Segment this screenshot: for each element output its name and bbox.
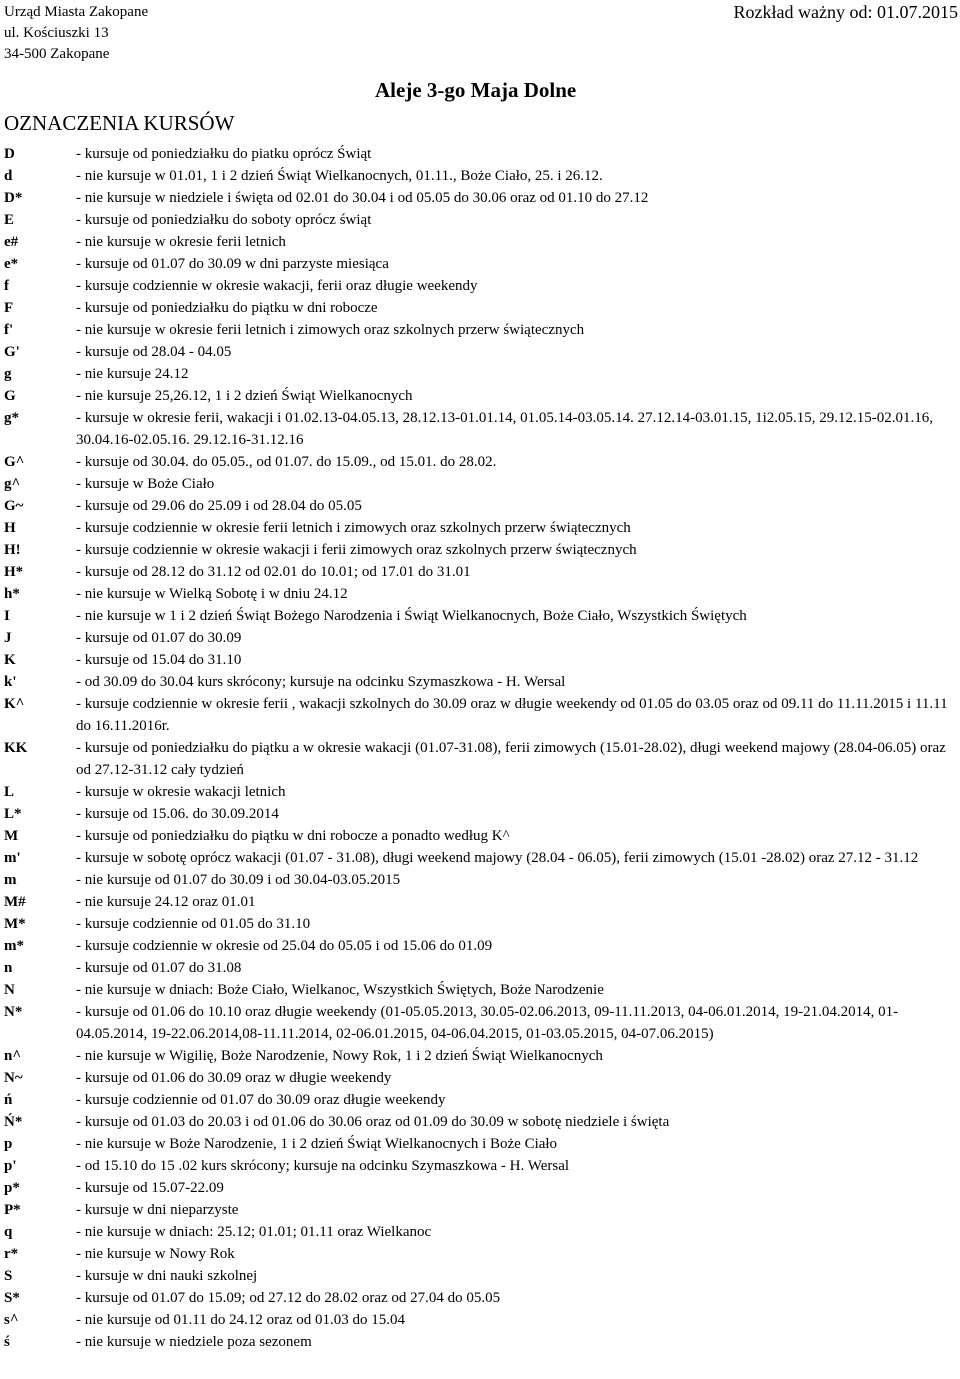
legend-description: - kursuje od poniedziałku do piatku oprócz Świąt — [76, 146, 372, 162]
legend-code: k' — [4, 674, 17, 690]
legend-row — [4, 1309, 956, 1331]
legend-row — [4, 319, 956, 341]
legend-description: - nie kursuje w okresie ferii letnich i zimowych oraz szkolnych przerw świątecznych — [76, 322, 585, 338]
legend-description: - od 15.10 do 15 .02 kurs skrócony; kursuje na odcinku Szymaszkowa - H. Wersal — [76, 1158, 570, 1174]
legend-code: d — [4, 168, 13, 184]
legend-row — [4, 187, 956, 209]
legend-row — [4, 1045, 956, 1067]
legend-description: - kursuje codziennie od 01.07 do 30.09 oraz długie weekendy — [76, 1092, 446, 1108]
legend-row — [4, 627, 956, 649]
legend-row — [4, 1221, 956, 1243]
legend-code: J — [4, 630, 12, 646]
legend-description: - nie kursuje w Boże Narodzenie, 1 i 2 dzień Świąt Wielkanocnych i Boże Ciało — [76, 1136, 558, 1152]
legend-code: L — [4, 784, 15, 800]
legend-row — [4, 1001, 956, 1045]
legend-description: - kursuje od 30.04. do 05.05., od 01.07. do 15.09., od 15.01. do 28.02. — [76, 454, 497, 470]
legend-row — [4, 957, 956, 979]
legend-code: KK — [4, 740, 28, 756]
legend-row — [4, 539, 956, 561]
legend-code: M — [4, 828, 19, 844]
legend-row — [4, 473, 956, 495]
legend-description: - kursuje codziennie w okresie wakacji i ferii zimowych oraz szkolnych przerw świątecznych — [76, 542, 637, 558]
legend-code: m* — [4, 938, 24, 954]
legend-description: - kursuje od 01.07 do 30.09 w dni parzyste miesiąca — [76, 256, 389, 272]
legend-code: m — [4, 872, 17, 888]
legend-description: - nie kursuje w 1 i 2 dzień Świąt Bożego Narodzenia i Świąt Wielkanocnych, Boże Ciało, Wszystkich Świętych — [76, 608, 747, 624]
legend-row — [4, 1133, 956, 1155]
office-address — [4, 2, 148, 65]
legend-code: F — [4, 300, 14, 316]
legend-row — [4, 341, 956, 363]
legend-row — [4, 253, 956, 275]
legend-code: ś — [4, 1334, 10, 1350]
office-city: 34-500 Zakopane — [4, 46, 110, 62]
legend-row — [4, 451, 956, 473]
legend-code: M# — [4, 894, 26, 910]
legend-description: - nie kursuje w dniach: Boże Ciało, Wielkanoc, Wszystkich Świętych, Boże Narodzenie — [76, 982, 604, 998]
legend-code: n^ — [4, 1048, 22, 1064]
legend-code: G' — [4, 344, 20, 360]
legend-description: - kursuje od poniedziałku do piątku w dni robocze a ponadto według K^ — [76, 828, 510, 844]
legend-row — [4, 649, 956, 671]
legend-description: - kursuje w okresie ferii, wakacji i 01.02.13-04.05.13, 28.12.13-01.01.14, 01.05.14-03.05.14. 27.12.14-03.01.15, 1i2.05.15, 29.12.15-02.01.16, 30.04.16-02.05.16. 29.12.16-31.12.16 — [76, 410, 933, 448]
legend-description: - kursuje od 01.06 do 10.10 oraz długie weekendy (01-05.05.2013, 30.05-02.06.2013, 09-11.11.2013, 04-06.01.2014, 19-21.04.2014, 01-04.05.2014, 19-22.06.2014,08-11.11.2014, 02-06.01.2015, 04-06.04.2015, 01-03.05.2015, 04-07.06.2015) — [76, 1004, 899, 1042]
legend-description: - kursuje codziennie w okresie od 25.04 do 05.05 i od 15.06 do 01.09 — [76, 938, 493, 954]
legend-code: P* — [4, 1202, 21, 1218]
office-street: ul. Kościuszki 13 — [4, 25, 109, 41]
legend-description: - nie kursuje od 01.07 do 30.09 i od 30.04-03.05.2015 — [76, 872, 401, 888]
legend-description: - kursuje od 15.06. do 30.09.2014 — [76, 806, 279, 822]
legend-code: H — [4, 520, 16, 536]
legend-description: - kursuje w okresie wakacji letnich — [76, 784, 286, 800]
legend-row — [4, 517, 956, 539]
legend-code: s^ — [4, 1312, 19, 1328]
legend-row — [4, 979, 956, 1001]
legend-code: ń — [4, 1092, 13, 1108]
legend-description: - kursuje od 29.06 do 25.09 i od 28.04 do 05.05 — [76, 498, 362, 514]
legend-row — [4, 297, 956, 319]
legend-code: E — [4, 212, 15, 228]
legend-code: p — [4, 1136, 13, 1152]
legend-row — [4, 1243, 956, 1265]
legend-row — [4, 803, 956, 825]
legend-description: - nie kursuje w Wigilię, Boże Narodzenie, Nowy Rok, 1 i 2 dzień Świąt Wielkanocnych — [76, 1048, 603, 1064]
legend-description: - kursuje od poniedziałku do soboty oprócz świąt — [76, 212, 372, 228]
legend-description: - kursuje w dni nauki szkolnej — [76, 1268, 258, 1284]
legend-row — [4, 407, 956, 451]
legend-row — [4, 913, 956, 935]
legend-description: - kursuje od 15.04 do 31.10 — [76, 652, 242, 668]
legend-code: g^ — [4, 476, 21, 492]
legend-row — [4, 1067, 956, 1089]
legend-row — [4, 165, 956, 187]
legend-row — [4, 869, 956, 891]
valid-from-date: Rozkład ważny od: 01.07.2015 — [733, 2, 958, 22]
legend-code: e* — [4, 256, 19, 272]
legend-code: f' — [4, 322, 14, 338]
legend-row — [4, 1331, 956, 1353]
legend-code: p' — [4, 1158, 17, 1174]
legend-description: - nie kursuje w niedziele poza sezonem — [76, 1334, 312, 1350]
legend-description: - kursuje codziennie od 01.05 do 31.10 — [76, 916, 311, 932]
legend-row — [4, 781, 956, 803]
legend-code: N* — [4, 1004, 23, 1020]
legend-description: - nie kursuje od 01.11 do 24.12 oraz od 01.03 do 15.04 — [76, 1312, 405, 1328]
legend-code: L* — [4, 806, 22, 822]
legend-row — [4, 209, 956, 231]
legend-row — [4, 385, 956, 407]
legend-row — [4, 231, 956, 253]
legend-description: - nie kursuje w Wielką Sobotę i w dniu 24.12 — [76, 586, 348, 602]
legend-row — [4, 275, 956, 297]
legend-code: n — [4, 960, 13, 976]
legend-description: - nie kursuje 24.12 oraz 01.01 — [76, 894, 256, 910]
legend-row — [4, 737, 956, 781]
legend-code: g — [4, 366, 12, 382]
legend-code: G~ — [4, 498, 24, 514]
legend-code: Ń* — [4, 1114, 23, 1130]
legend-row — [4, 693, 956, 737]
legend-code: e# — [4, 234, 19, 250]
section-title: OZNACZENIA KURSÓW — [4, 111, 235, 135]
legend-row — [4, 935, 956, 957]
legend-row — [4, 1089, 956, 1111]
legend-description: - kursuje od 01.03 do 20.03 i od 01.06 do 30.06 oraz od 01.09 do 30.09 w sobotę niedziele i święta — [76, 1114, 670, 1130]
legend-description: - kursuje w dni nieparzyste — [76, 1202, 239, 1218]
legend-description: - nie kursuje 24.12 — [76, 366, 189, 382]
legend-description: - kursuje od 28.04 - 04.05 — [76, 344, 232, 360]
legend-code: m' — [4, 850, 21, 866]
legend-code: K — [4, 652, 16, 668]
legend-row — [4, 561, 956, 583]
legend-description: - nie kursuje w 01.01, 1 i 2 dzień Świąt Wielkanocnych, 01.11., Boże Ciało, 25. i 26.12. — [76, 168, 603, 184]
legend-code: G — [4, 388, 16, 404]
legend-description: - kursuje od 01.07 do 15.09; od 27.12 do 28.02 oraz od 27.04 do 05.05 — [76, 1290, 501, 1306]
legend-row — [4, 1111, 956, 1133]
legend-list — [4, 143, 956, 1353]
legend-description: - kursuje codziennie w okresie ferii , wakacji szkolnych do 30.09 oraz w długie weekendy od 01.05 do 03.05 oraz od 09.11 do 11.11.2015 i 11.11 do 16.11.2016r. — [76, 696, 948, 734]
legend-row — [4, 671, 956, 693]
legend-row — [4, 1199, 956, 1221]
legend-code: q — [4, 1224, 13, 1240]
legend-code: S* — [4, 1290, 20, 1306]
legend-description: - nie kursuje w okresie ferii letnich — [76, 234, 286, 250]
legend-row — [4, 1177, 956, 1199]
legend-description: - kursuje od 15.07-22.09 — [76, 1180, 224, 1196]
legend-code: N~ — [4, 1070, 23, 1086]
legend-description: - kursuje w Boże Ciało — [76, 476, 215, 492]
stop-name: Aleje 3-go Maja Dolne — [375, 78, 577, 102]
legend-code: K^ — [4, 696, 25, 712]
legend-code: G^ — [4, 454, 25, 470]
legend-description: - kursuje w sobotę oprócz wakacji (01.07 - 31.08), długi weekend majowy (28.04 - 06.05), ferii zimowych (15.01 -28.02) oraz 27.12 - 31.12 — [76, 850, 919, 866]
legend-row — [4, 605, 956, 627]
legend-row — [4, 363, 956, 385]
legend-description: - od 30.09 do 30.04 kurs skrócony; kursuje na odcinku Szymaszkowa - H. Wersal — [76, 674, 566, 690]
legend-row — [4, 495, 956, 517]
legend-description: - nie kursuje w Nowy Rok — [76, 1246, 235, 1262]
legend-description: - nie kursuje w dniach: 25.12; 01.01; 01.11 oraz Wielkanoc — [76, 1224, 432, 1240]
legend-code: f — [4, 278, 9, 294]
legend-row — [4, 825, 956, 847]
legend-code: H! — [4, 542, 21, 558]
legend-row — [4, 1155, 956, 1177]
legend-row — [4, 1287, 956, 1309]
legend-code: I — [4, 608, 10, 624]
legend-description: - kursuje codziennie w okresie ferii letnich i zimowych oraz szkolnych przerw świątecznych — [76, 520, 631, 536]
legend-code: D — [4, 146, 15, 162]
legend-code: D* — [4, 190, 23, 206]
legend-code: M* — [4, 916, 26, 932]
legend-description: - kursuje od 01.06 do 30.09 oraz w długie weekendy — [76, 1070, 392, 1086]
legend-code: g* — [4, 410, 19, 426]
legend-row — [4, 847, 956, 869]
legend-code: N — [4, 982, 15, 998]
legend-code: h* — [4, 586, 20, 602]
legend-description: - kursuje od poniedziałku do piątku a w okresie wakacji (01.07-31.08), ferii zimowych (15.01-28.02), długi weekend majowy (28.04-06.05) oraz od 27.12-31.12 cały tydzień — [76, 740, 946, 778]
legend-description: - kursuje codziennie w okresie wakacji, ferii oraz długie weekendy — [76, 278, 478, 294]
legend-code: p* — [4, 1180, 20, 1196]
legend-code: S — [4, 1268, 13, 1284]
legend-row — [4, 1265, 956, 1287]
office-name: Urząd Miasta Zakopane — [4, 4, 149, 20]
legend-description: - kursuje od 28.12 do 31.12 od 02.01 do 10.01; od 17.01 do 31.01 — [76, 564, 471, 580]
legend-code: H* — [4, 564, 24, 580]
legend-row — [4, 143, 956, 165]
legend-description: - kursuje od 01.07 do 30.09 — [76, 630, 242, 646]
legend-row — [4, 583, 956, 605]
legend-description: - nie kursuje w niedziele i święta od 02.01 do 30.04 i od 05.05 do 30.06 oraz od 01.10 do 27.12 — [76, 190, 649, 206]
legend-description: - kursuje od 01.07 do 31.08 — [76, 960, 242, 976]
legend-description: - kursuje od poniedziałku do piątku w dni robocze — [76, 300, 378, 316]
legend-description: - nie kursuje 25,26.12, 1 i 2 dzień Świąt Wielkanocnych — [76, 388, 413, 404]
legend-row — [4, 891, 956, 913]
legend-code: r* — [4, 1246, 19, 1262]
